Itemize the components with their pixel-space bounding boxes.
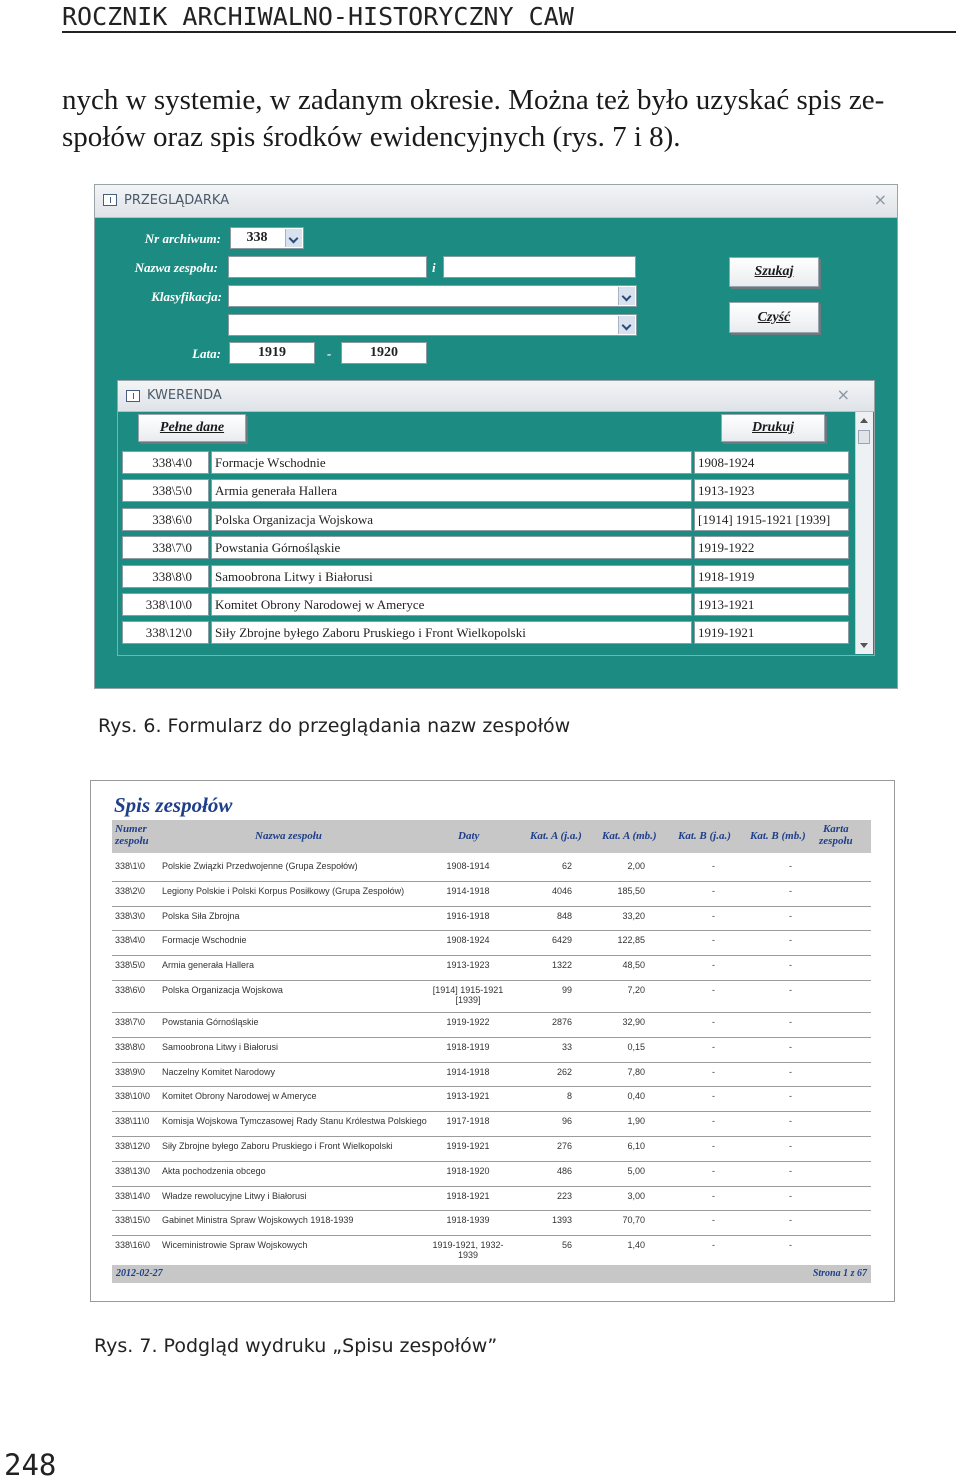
label-nazwa-zespolu: Nazwa zespołu:	[134, 260, 218, 275]
row-daty-line: 1919-1921, 1932-	[432, 1240, 504, 1251]
row-kat-b-mb: -	[789, 885, 792, 896]
row-kat-a-mb: 122,85	[617, 935, 645, 946]
row-daty-line: 1914-1918	[446, 885, 490, 896]
body-paragraph	[62, 82, 957, 156]
table-row	[112, 1063, 871, 1088]
table-row	[112, 882, 871, 907]
row-daty-field[interactable]: 1918-1919	[694, 565, 849, 588]
row-kat-b-ja: -	[712, 1190, 715, 1201]
header-nazwa: Nazwa zespołu	[255, 830, 322, 842]
table-row	[112, 907, 871, 932]
row-daty	[422, 1215, 514, 1225]
row-daty-field[interactable]: 1908-1924	[694, 451, 849, 474]
header-rule	[62, 31, 956, 33]
year-from-input[interactable]: 1919	[229, 342, 315, 364]
row-kat-a-ja: 1322	[551, 960, 572, 971]
row-kat-b-mb: -	[789, 861, 792, 871]
row-kat-a-mb: 0,15	[627, 1041, 645, 1052]
table-row	[112, 1112, 871, 1137]
table-row	[112, 931, 871, 956]
row-daty-line: 1919-1922	[446, 1017, 490, 1027]
row-numer: 338\12\0	[115, 1141, 151, 1151]
table-row	[112, 857, 871, 882]
row-kat-a-mb: 2,00	[627, 861, 645, 871]
row-nr-field[interactable]: 338\5\0	[122, 479, 209, 502]
row-nazwa: Komisja Wojskowa Tymczasowej Rady Stanu Królestwa Polskiego	[162, 1116, 427, 1127]
row-kat-a-mb: 6,10	[627, 1141, 645, 1151]
row-nazwa-field[interactable]: Powstania Górnośląskie	[211, 536, 692, 559]
row-nazwa: Akta pochodzenia obcego	[162, 1165, 266, 1176]
row-daty	[422, 935, 514, 945]
header-numer-line2: zespołu	[115, 835, 149, 847]
row-kat-a-mb: 7,20	[627, 985, 645, 995]
row-numer: 338\7\0	[115, 1017, 146, 1027]
szukaj-button[interactable]: Szukaj	[729, 257, 819, 287]
header-numer	[115, 823, 149, 847]
row-kat-a-ja: 56	[561, 1240, 572, 1251]
czysc-button[interactable]: Czyść	[729, 302, 819, 333]
kwerenda-row[interactable]	[122, 451, 852, 474]
scroll-up-icon[interactable]	[860, 418, 868, 423]
close-icon[interactable]: ×	[873, 190, 887, 209]
form-icon	[103, 194, 117, 206]
kwerenda-row[interactable]	[122, 593, 852, 616]
chevron-down-icon[interactable]	[618, 287, 635, 305]
row-nr-field[interactable]: 338\12\0	[122, 621, 209, 644]
row-kat-b-ja: -	[712, 1116, 715, 1127]
window-title: PRZEGLĄDARKA	[124, 193, 230, 208]
row-kat-a-mb: 3,00	[627, 1190, 645, 1201]
row-kat-a-mb: 48,50	[622, 960, 645, 971]
row-numer: 338\3\0	[115, 910, 146, 921]
row-kat-a-mb: 0,40	[627, 1091, 645, 1102]
nazwa-zespolu-input[interactable]	[228, 256, 427, 278]
paragraph-line: społów oraz spis środków ewidencyjnych (rys. 7 i 8).	[62, 121, 681, 153]
row-daty	[422, 1116, 514, 1126]
report-title: Spis zespołów	[114, 793, 233, 817]
row-kat-b-ja: -	[712, 960, 715, 971]
row-daty-line: [1914] 1915-1921	[432, 985, 504, 995]
header-karta-line2: zespołu	[819, 835, 853, 847]
header-karta	[819, 823, 853, 847]
row-nazwa: Formacje Wschodnie	[162, 935, 247, 946]
kwerenda-row[interactable]	[122, 621, 852, 644]
subform-title: KWERENDA	[147, 388, 222, 403]
label-i: i	[432, 260, 436, 275]
row-numer: 338\10\0	[115, 1091, 151, 1102]
row-kat-b-mb: -	[789, 1190, 792, 1201]
row-nazwa: Władze rewolucyjne Litwy i Białorusi	[162, 1190, 307, 1201]
table-row	[112, 1187, 871, 1212]
row-daty-field[interactable]: 1913-1923	[694, 479, 849, 502]
row-kat-b-ja: -	[712, 1165, 715, 1176]
row-numer: 338\16\0	[115, 1240, 151, 1251]
kwerenda-row[interactable]	[122, 565, 852, 588]
row-kat-b-ja: -	[712, 1240, 715, 1251]
row-kat-a-mb: 7,80	[627, 1066, 645, 1077]
chevron-down-icon[interactable]	[285, 229, 302, 247]
report-page-count: Strona 1 z 67	[812, 1268, 867, 1279]
row-kat-b-mb: -	[789, 1066, 792, 1077]
report-header-row	[112, 820, 871, 853]
nr-archiwum-value: 338	[246, 230, 268, 245]
klasyfikacja-select-2[interactable]	[228, 314, 637, 336]
row-nr-field[interactable]: 338\7\0	[122, 536, 209, 559]
row-kat-a-ja: 223	[556, 1190, 572, 1201]
row-nazwa: Gabinet Ministra Spraw Wojskowych 1918-1939	[162, 1215, 354, 1226]
header-kat-b-mb: Kat. B (mb.)	[750, 830, 806, 842]
row-nazwa: Legiony Polskie i Polski Korpus Posiłkowy (Grupa Zespołów)	[162, 885, 405, 896]
row-kat-b-ja: -	[712, 1141, 715, 1151]
row-kat-b-mb: -	[789, 1017, 792, 1027]
spis-zespolow-report	[90, 780, 895, 1302]
figure-7-caption: Rys. 7. Podgląd wydruku „Spisu zespołów”	[94, 1335, 498, 1357]
row-kat-a-mb: 33,20	[622, 910, 645, 921]
row-kat-a-ja: 6429	[551, 935, 572, 946]
form-icon	[126, 390, 140, 402]
row-daty-line: [1939]	[455, 995, 481, 1005]
row-numer: 338\6\0	[115, 985, 146, 995]
row-nazwa: Siły Zbrojne byłego Zaboru Pruskiego i Front Wielkopolski	[162, 1141, 393, 1151]
row-kat-b-mb: -	[789, 1091, 792, 1102]
page-number: 248	[4, 1448, 57, 1482]
row-kat-b-mb: -	[789, 1165, 792, 1176]
row-daty	[422, 1067, 514, 1077]
przegladarka-window	[94, 184, 898, 689]
row-nazwa: Polska Organizacja Wojskowa	[162, 985, 283, 995]
row-kat-b-mb: -	[789, 960, 792, 971]
row-daty-field[interactable]: 1919-1921	[694, 621, 849, 644]
row-kat-a-mb: 70,70	[622, 1215, 645, 1226]
row-kat-a-ja: 33	[561, 1041, 572, 1052]
row-nazwa-field[interactable]: Samoobrona Litwy i Białorusi	[211, 565, 692, 588]
header-numer-line1: Numer	[115, 823, 147, 835]
row-nr-field[interactable]: 338\8\0	[122, 565, 209, 588]
row-kat-b-ja: -	[712, 1091, 715, 1102]
header-karta-line1: Karta	[822, 823, 849, 835]
row-daty-line: 1913-1923	[446, 960, 490, 971]
nr-archiwum-select[interactable]	[230, 227, 304, 249]
row-daty	[422, 960, 514, 970]
row-daty	[422, 1091, 514, 1101]
row-daty-line: 1916-1918	[446, 910, 490, 921]
scroll-down-icon[interactable]	[860, 643, 868, 648]
row-nazwa-field[interactable]: Polska Organizacja Wojskowa	[211, 508, 692, 531]
row-numer: 338\14\0	[115, 1190, 151, 1201]
row-daty	[422, 911, 514, 921]
row-daty-line: 1919-1921	[446, 1141, 490, 1151]
row-daty-line: 1918-1920	[446, 1165, 490, 1176]
row-kat-b-ja: -	[712, 885, 715, 896]
row-kat-a-ja: 2876	[551, 1017, 572, 1027]
kwerenda-subform	[117, 380, 875, 656]
klasyfikacja-select[interactable]	[228, 285, 637, 307]
paragraph-line: nych w systemie, w zadanym okresie. Można też było uzyskać spis ze-	[62, 84, 885, 116]
header-kat-a-mb: Kat. A (mb.)	[602, 830, 657, 842]
row-nazwa-field[interactable]: Komitet Obrony Narodowej w Ameryce	[211, 593, 692, 616]
row-numer: 338\13\0	[115, 1165, 151, 1176]
close-icon[interactable]: ×	[836, 385, 850, 404]
row-daty-line: 1918-1919	[446, 1041, 490, 1052]
subform-titlebar[interactable]	[118, 381, 874, 412]
table-row	[112, 1087, 871, 1112]
row-kat-b-mb: -	[789, 1116, 792, 1127]
row-kat-a-ja: 96	[561, 1116, 572, 1127]
row-kat-b-ja: -	[712, 910, 715, 921]
row-numer: 338\5\0	[115, 960, 146, 971]
row-kat-a-ja: 848	[556, 910, 572, 921]
row-daty-field[interactable]: 1913-1921	[694, 593, 849, 616]
row-kat-b-mb: -	[789, 935, 792, 946]
row-daty-line: 1908-1924	[446, 935, 490, 946]
row-nazwa-field[interactable]: Siły Zbrojne byłego Zaboru Pruskiego i Front Wielkopolski	[211, 621, 692, 644]
table-row	[112, 1162, 871, 1187]
row-daty	[422, 1141, 514, 1151]
header-kat-b-ja: Kat. B (j.a.)	[678, 830, 731, 842]
row-nazwa: Samoobrona Litwy i Białorusi	[162, 1041, 279, 1052]
row-nazwa: Komitet Obrony Narodowej w Ameryce	[162, 1091, 317, 1102]
row-kat-a-ja: 4046	[551, 885, 572, 896]
row-kat-b-ja: -	[712, 861, 715, 871]
row-kat-a-ja: 62	[561, 861, 572, 871]
row-kat-b-ja: -	[712, 985, 715, 995]
row-nazwa-field[interactable]: Armia generała Hallera	[211, 479, 692, 502]
scroll-thumb[interactable]	[858, 430, 870, 444]
row-daty-line: 1939	[457, 1250, 479, 1261]
row-kat-b-mb: -	[789, 910, 792, 921]
table-row	[112, 981, 871, 1013]
row-kat-a-mb: 1,90	[627, 1116, 645, 1127]
figure-6-caption: Rys. 6. Formularz do przeglądania nazw zespołów	[98, 715, 571, 737]
table-row	[112, 956, 871, 981]
table-row	[112, 1038, 871, 1063]
window-titlebar[interactable]	[95, 185, 897, 218]
row-kat-a-ja: 8	[566, 1091, 572, 1102]
row-kat-a-ja: 99	[561, 985, 572, 995]
row-kat-b-mb: -	[789, 1041, 792, 1052]
row-kat-a-mb: 32,90	[622, 1017, 645, 1027]
row-daty	[422, 886, 514, 896]
row-kat-b-ja: -	[712, 1041, 715, 1052]
row-nazwa: Polskie Związki Przedwojenne (Grupa Zespołów)	[162, 861, 358, 871]
row-nazwa: Naczelny Komitet Narodowy	[162, 1066, 276, 1077]
row-numer: 338\1\0	[115, 861, 146, 871]
row-nr-field[interactable]: 338\10\0	[122, 593, 209, 616]
row-kat-a-mb: 5,00	[627, 1165, 645, 1176]
row-numer: 338\11\0	[115, 1116, 150, 1127]
kwerenda-row[interactable]	[122, 508, 852, 531]
row-nr-field[interactable]: 338\6\0	[122, 508, 209, 531]
header-daty: Daty	[458, 830, 480, 842]
row-nazwa: Powstania Górnośląskie	[162, 1017, 259, 1027]
row-kat-b-ja: -	[712, 935, 715, 946]
row-nazwa-field[interactable]: Formacje Wschodnie	[211, 451, 692, 474]
kwerenda-row[interactable]	[122, 479, 852, 502]
row-kat-a-mb: 1,40	[627, 1240, 645, 1251]
row-nazwa: Polska Siła Zbrojna	[162, 910, 240, 921]
row-daty	[422, 1240, 514, 1260]
label-nr-archiwum: Nr archiwum:	[144, 231, 221, 246]
row-daty-field[interactable]: 1919-1922	[694, 536, 849, 559]
table-row	[112, 1236, 871, 1268]
row-kat-b-mb: -	[789, 1141, 792, 1151]
row-daty-field[interactable]: [1914] 1915-1921 [1939]	[694, 508, 849, 531]
row-daty	[422, 1191, 514, 1201]
vertical-scrollbar[interactable]	[855, 412, 873, 654]
row-numer: 338\15\0	[115, 1215, 151, 1226]
nazwa-zespolu-input-2[interactable]	[443, 256, 636, 278]
row-kat-b-ja: -	[712, 1066, 715, 1077]
row-daty	[422, 1017, 514, 1027]
row-kat-a-mb: 185,50	[617, 885, 645, 896]
row-kat-b-mb: -	[789, 1215, 792, 1226]
report-footer	[112, 1265, 871, 1283]
table-row	[112, 1211, 871, 1236]
row-kat-b-mb: -	[789, 1240, 792, 1251]
row-kat-a-ja: 276	[556, 1141, 572, 1151]
header-kat-a-ja: Kat. A (j.a.)	[530, 830, 582, 842]
row-daty	[422, 861, 514, 871]
row-nazwa: Armia generała Hallera	[162, 960, 255, 971]
row-daty-line: 1917-1918	[446, 1116, 490, 1127]
row-daty	[422, 1166, 514, 1176]
row-kat-b-mb: -	[789, 985, 792, 995]
row-numer: 338\4\0	[115, 935, 146, 946]
drukuj-button[interactable]: Drukuj	[721, 414, 825, 442]
row-daty-line: 1913-1921	[446, 1091, 490, 1102]
row-daty-line: 1908-1914	[446, 861, 490, 871]
table-row	[112, 1137, 871, 1162]
row-numer: 338\2\0	[115, 885, 146, 896]
row-nazwa: Wiceministrowie Spraw Wojskowych	[162, 1240, 308, 1251]
row-daty-line: 1918-1921	[446, 1190, 490, 1201]
chevron-down-icon[interactable]	[618, 316, 635, 334]
row-daty	[422, 985, 514, 1005]
row-numer: 338\8\0	[115, 1041, 146, 1052]
row-kat-a-ja: 1393	[551, 1215, 572, 1226]
running-head: ROCZNIK ARCHIWALNO-HISTORYCZNY CAW	[62, 2, 574, 31]
row-daty-line: 1914-1918	[446, 1066, 490, 1077]
row-kat-a-ja: 486	[556, 1165, 572, 1176]
label-lata: Lata:	[192, 346, 221, 361]
report-date: 2012-02-27	[116, 1268, 163, 1279]
pelne-dane-button[interactable]: Pełne dane	[138, 414, 246, 442]
row-daty	[422, 1042, 514, 1052]
label-dash: -	[327, 346, 332, 361]
row-kat-b-ja: -	[712, 1017, 715, 1027]
row-numer: 338\9\0	[115, 1066, 146, 1077]
row-daty-line: 1918-1939	[446, 1215, 490, 1226]
kwerenda-row[interactable]	[122, 536, 852, 559]
table-row	[112, 1013, 871, 1038]
row-nr-field[interactable]: 338\4\0	[122, 451, 209, 474]
row-kat-a-ja: 262	[556, 1066, 572, 1077]
row-kat-b-ja: -	[712, 1215, 715, 1226]
year-to-input[interactable]: 1920	[341, 342, 427, 364]
label-klasyfikacja: Klasyfikacja:	[151, 289, 222, 304]
